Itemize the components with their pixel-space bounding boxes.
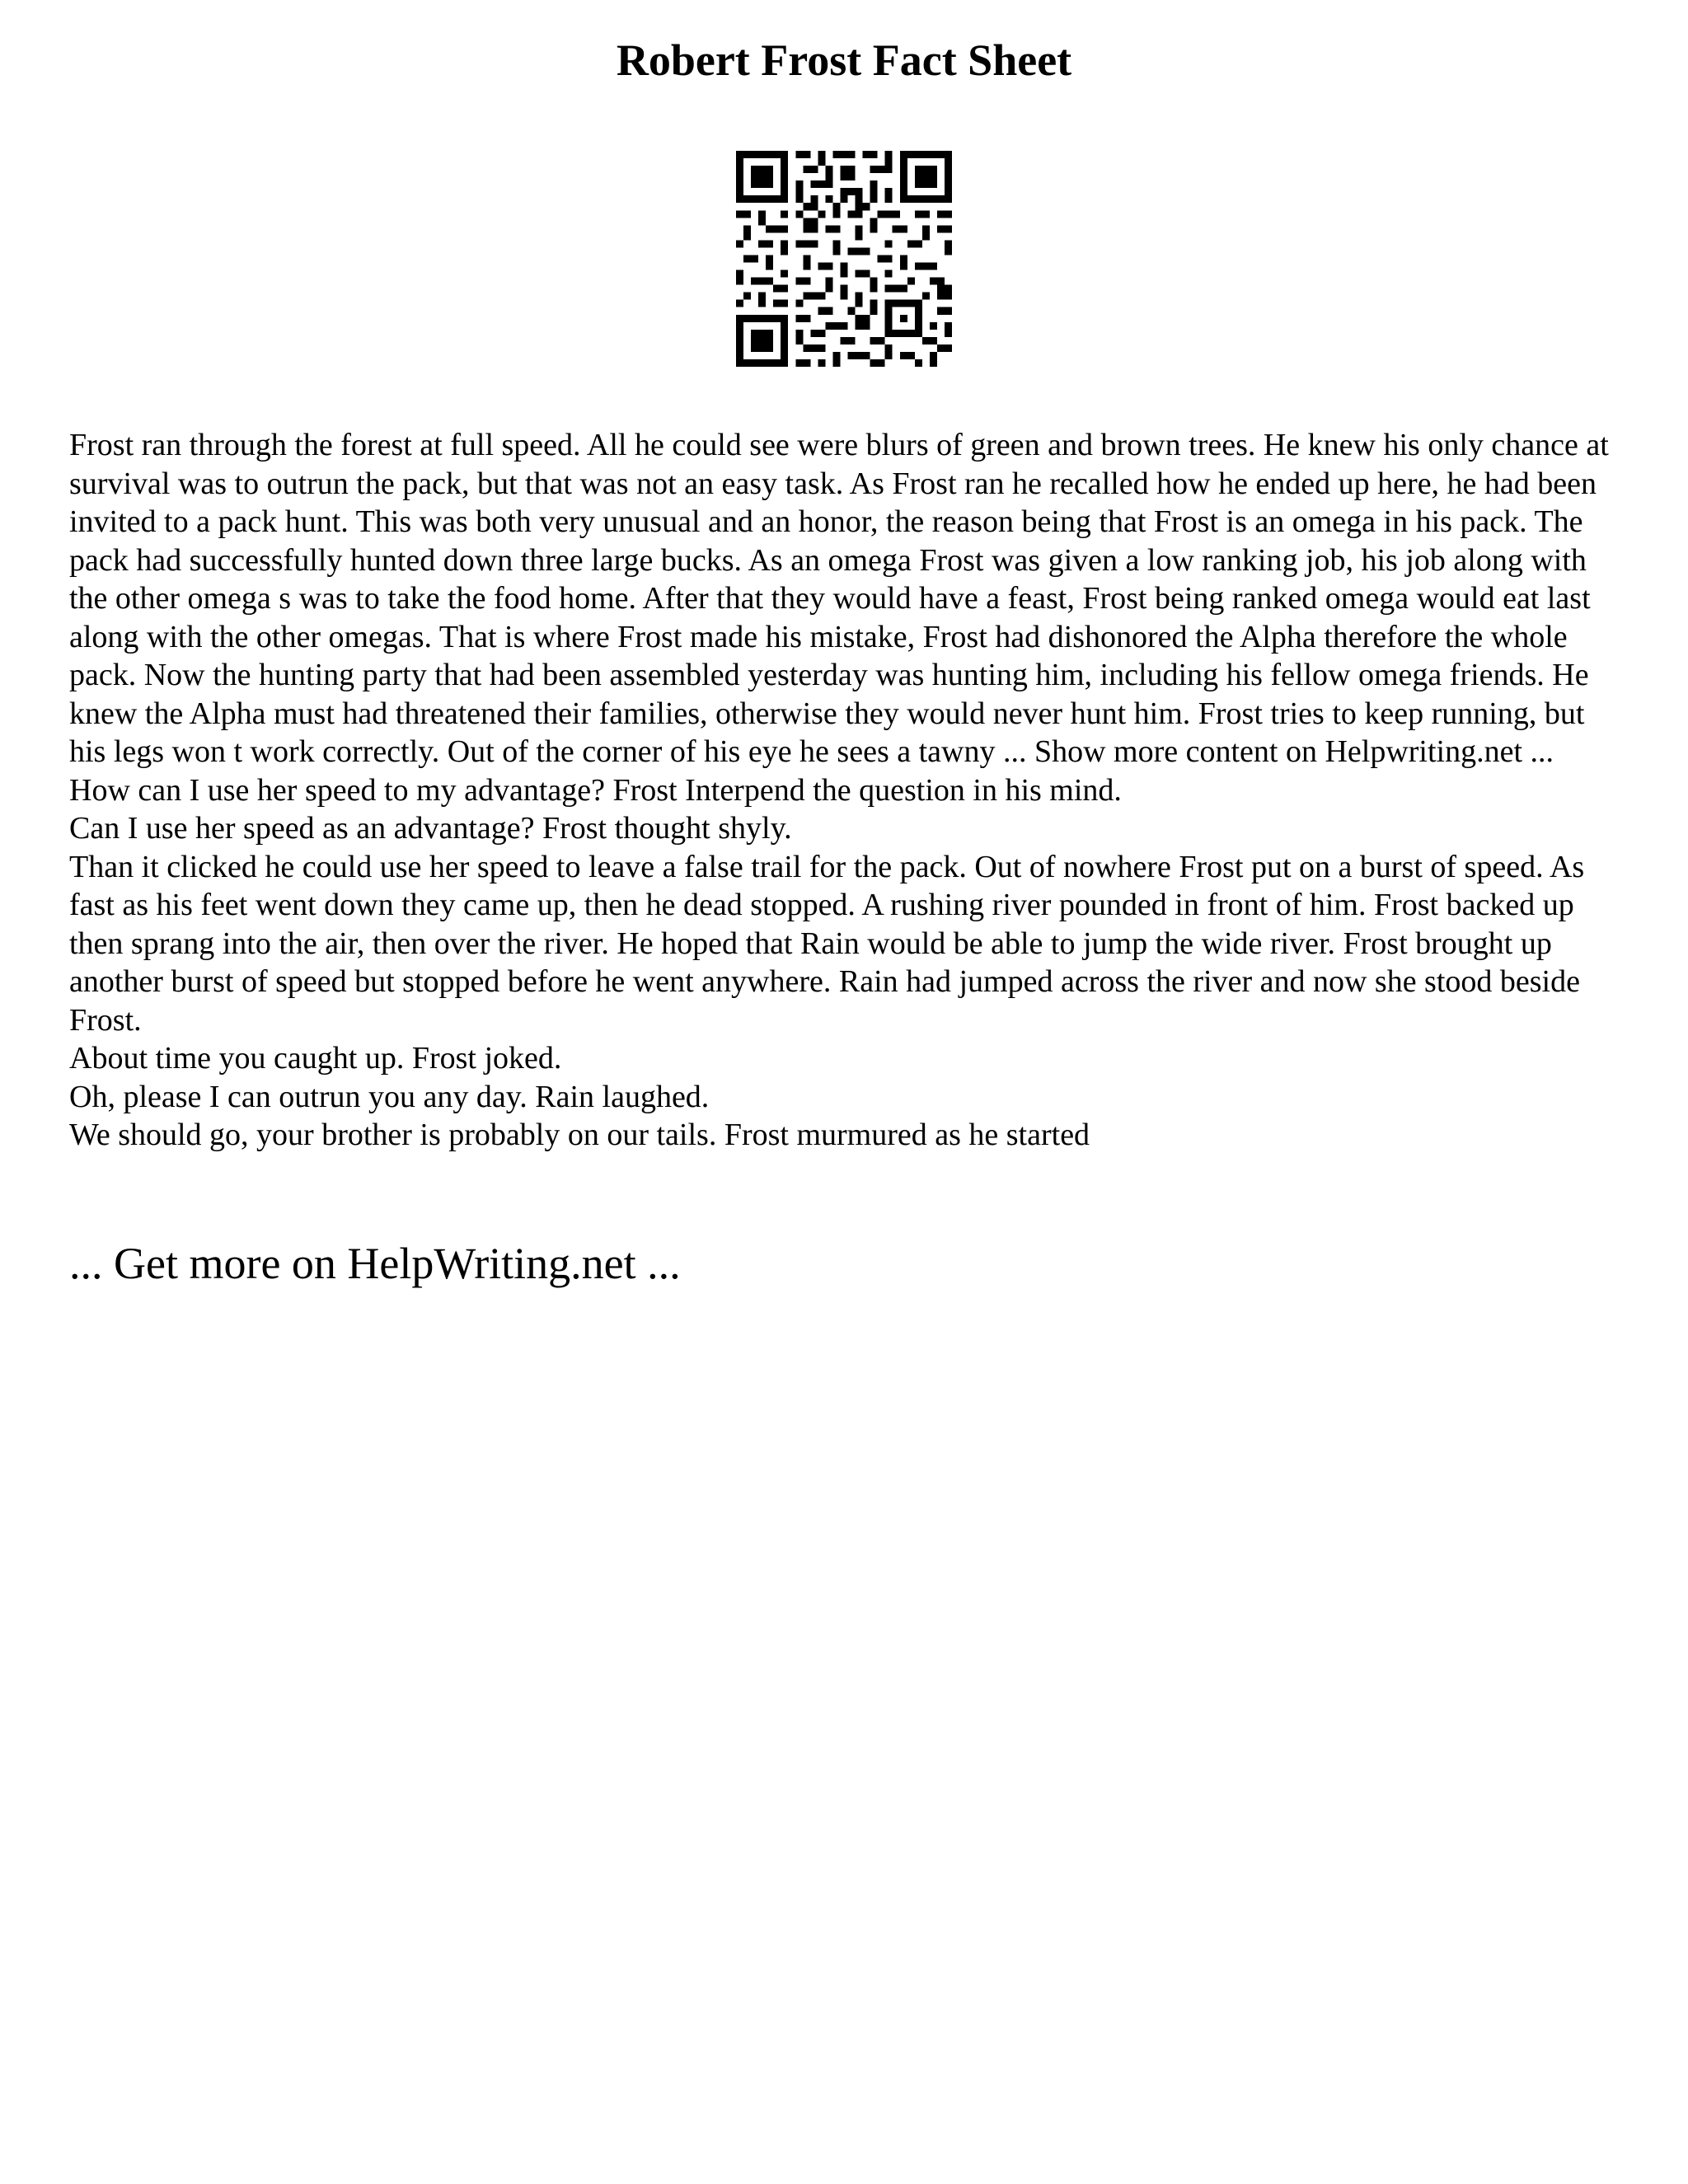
paragraph-river-scene: Than it clicked he could use her speed to leave a false trail for the pack. Out of nowhere Frost put on a burst of speed. As fast as his feet went down they came up, then he dead stopped. A rushing river pounded in front of him. Frost backed up then sprang into the air, then over the river. He hoped that Rain would be able to jump the wide river. Frost brought up another burst of speed but stopped before he went anywhere. Rain had jumped across the river and now she stood beside Frost. [69, 849, 1585, 1038]
get-more-link-text: ... Get more on HelpWriting.net ... [69, 1239, 681, 1288]
paragraph-dialogue-4: Oh, please I can outrun you any day. Rain laughed. [69, 1079, 710, 1114]
paragraph-dialogue-5: We should go, your brother is probably on our tails. Frost murmured as he started [69, 1118, 1090, 1152]
qr-code-icon [736, 151, 952, 367]
qr-code-graphic [736, 151, 952, 367]
page-title: Robert Frost Fact Sheet [616, 35, 1072, 85]
paragraph-dialogue-2: Can I use her speed as an advantage? Frost thought shyly. [69, 811, 792, 846]
article-body [69, 426, 1627, 1155]
paragraph-dialogue-1: How can I use her speed to my advantage? Frost Interpend the question in his mind. [69, 772, 1122, 808]
paragraph-dialogue-3: About time you caught up. Frost joked. [69, 1041, 562, 1076]
paragraph-story-intro: Frost ran through the forest at full speed. All he could see were blurs of green and brown trees. He knew his only chance at survival was to outrun the pack, but that was not an easy task. As Frost ran he recalled how he ended up here, he had been invited to a pack hunt. This was both very unusual and an honor, the reason being that Frost is an omega in his pack. The pack had successfully hunted down three large bucks. As an omega Frost was given a low ranking job, his job along with the other omega s was to take the food home. After that they would have a feast, Frost being ranked omega would eat last along with the other omegas. That is where Frost made his mistake, Frost had dishonored the Alpha therefore the whole pack. Now the hunting party that had been assembled yesterday was hunting him, including his fellow omega friends. He knew the Alpha must had threatened their families, otherwise they would never hunt him. Frost tries to keep running, but his legs won t work correctly. Out of the corner of his eye he sees a tawny ... Show more content on Helpwriting.net ... [69, 428, 1609, 769]
